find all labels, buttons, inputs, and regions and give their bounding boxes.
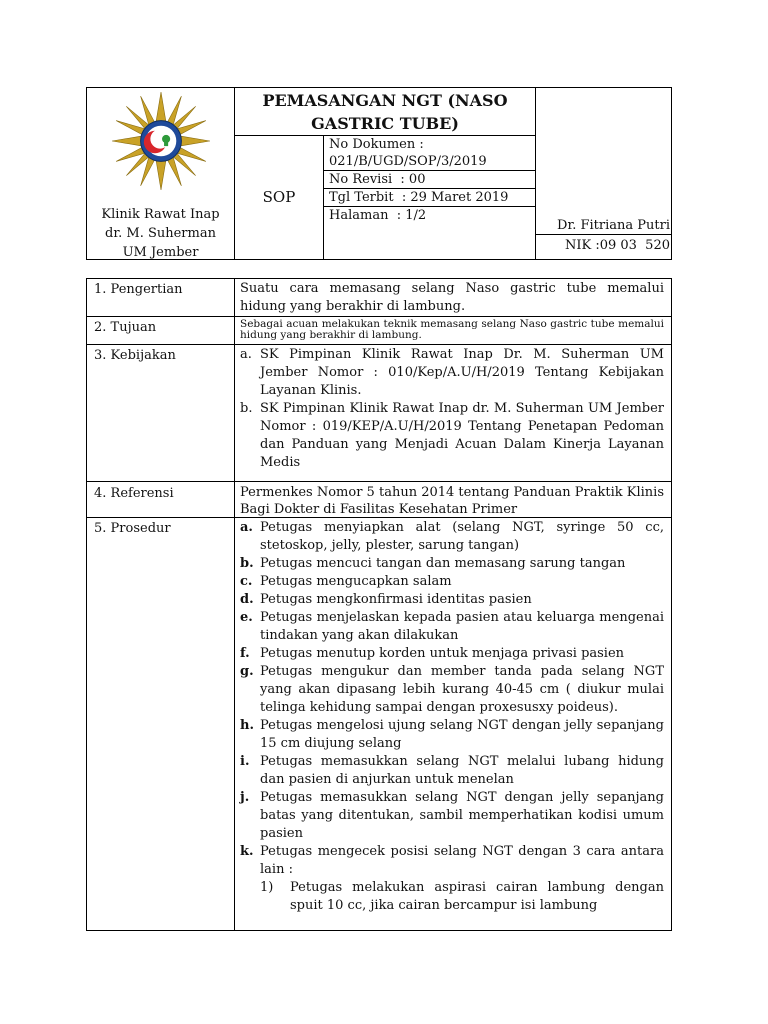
prosedur-text: Petugas menjelaskan kepada pasien atau keluarga mengenai tindakan yang akan dilakukan xyxy=(260,610,664,643)
prosedur-marker: f. xyxy=(240,646,250,661)
prosedur-item xyxy=(240,519,664,555)
prosedur-text: Petugas mengkonfirmasi identitas pasien xyxy=(260,592,532,607)
prosedur-item xyxy=(240,609,664,645)
kebijakan-item xyxy=(240,346,664,400)
prosedur-text: Petugas mencuci tangan dan memasang sarung tangan xyxy=(260,556,626,571)
kebijakan-marker: b. xyxy=(240,401,253,416)
kebijakan-text: SK Pimpinan Klinik Rawat Inap dr. M. Suherman UM Jember Nomor : 019/KEP/A.U/H/2019 Tentang Penetapan Pedoman dan Panduan yang Menjadi Acuan Dalam Kinerja Layanan Medis xyxy=(260,401,664,470)
prosedur-label: 5. Prosedur xyxy=(94,521,171,536)
prosedur-item xyxy=(240,843,664,879)
referensi-text: Permenkes Nomor 5 tahun 2014 tentang Panduan Praktik Klinis Bagi Dokter di Fasilitas Kesehatan Primer xyxy=(240,485,664,517)
revision-number: No Revisi : 00 xyxy=(329,172,426,187)
signatory-name: Dr. Fitriana Putri xyxy=(557,218,670,233)
prosedur-sub-item xyxy=(240,879,664,915)
referensi-label: 4. Referensi xyxy=(94,486,174,501)
prosedur-marker: h. xyxy=(240,718,254,733)
prosedur-item xyxy=(240,663,664,717)
clinic-name-line-3: UM Jember xyxy=(122,245,199,260)
prosedur-marker: g. xyxy=(240,664,254,679)
prosedur-sub-text: Petugas melakukan aspirasi cairan lambung dengan spuit 10 cc, jika cairan bercampur isi lambung xyxy=(290,880,664,913)
prosedur-text: Petugas memasukkan selang NGT dengan jelly sepanjang batas yang ditentukan, sambil memperhatikan kodisi umum pasien xyxy=(260,790,664,841)
prosedur-sub-marker: 1) xyxy=(260,880,274,895)
prosedur-item xyxy=(240,645,664,663)
clinic-logo xyxy=(93,90,228,198)
doc-number-label: No Dokumen : xyxy=(329,137,424,152)
prosedur-list xyxy=(240,519,664,915)
sop-label: SOP xyxy=(262,188,296,206)
kebijakan-label: 3. Kebijakan xyxy=(94,348,176,363)
pengertian-label: 1. Pengertian xyxy=(94,282,183,297)
doc-number-value: 021/B/UGD/SOP/3/2019 xyxy=(329,154,487,169)
prosedur-item xyxy=(240,753,664,789)
prosedur-text: Petugas mengucapkan salam xyxy=(260,574,452,589)
kebijakan-item xyxy=(240,400,664,472)
doc-number xyxy=(329,136,533,170)
pengertian-text: Suatu cara memasang selang Naso gastric tube memalui hidung yang berakhir di lambung. xyxy=(240,281,664,314)
page-number: Halaman : 1/2 xyxy=(329,208,427,223)
clinic-name-line-1: Klinik Rawat Inap xyxy=(101,207,220,222)
crescent-sun-logo-icon xyxy=(110,90,212,192)
prosedur-marker: k. xyxy=(240,844,254,859)
prosedur-marker: a. xyxy=(240,520,253,535)
kebijakan-text: SK Pimpinan Klinik Rawat Inap Dr. M. Suherman UM Jember Nomor : 010/Kep/A.U/H/2019 Tentang Kebijakan Layanan Klinis. xyxy=(260,347,664,398)
prosedur-marker: c. xyxy=(240,574,253,589)
clinic-name xyxy=(87,205,234,262)
sop-header xyxy=(86,87,672,260)
prosedur-item xyxy=(240,555,664,573)
clinic-name-line-2: dr. M. Suherman xyxy=(105,226,216,241)
prosedur-text: Petugas menyiapkan alat (selang NGT, syringe 50 cc, stetoskop, jelly, plester, sarung tangan) xyxy=(260,520,664,553)
prosedur-text: Petugas mengecek posisi selang NGT dengan 3 cara antara lain : xyxy=(260,844,664,877)
sop-body xyxy=(86,278,672,931)
prosedur-item xyxy=(240,789,664,843)
prosedur-text: Petugas mengelosi ujung selang NGT dengan jelly sepanjang 15 cm diujung selang xyxy=(260,718,664,751)
kebijakan-list xyxy=(240,346,664,472)
prosedur-marker: i. xyxy=(240,754,250,769)
signatory-nik: NIK :09 03 520 xyxy=(564,238,670,253)
prosedur-marker: e. xyxy=(240,610,253,625)
prosedur-marker: j. xyxy=(240,790,250,805)
prosedur-item xyxy=(240,591,664,609)
prosedur-text: Petugas mengukur dan member tanda pada selang NGT yang akan dipasang lebih kurang 40-45 cm ( diukur mulai telinga kehidung sampai dengan proxesusxy poideus). xyxy=(260,664,664,715)
prosedur-marker: b. xyxy=(240,556,254,571)
issue-date: Tgl Terbit : 29 Maret 2019 xyxy=(329,190,509,205)
prosedur-text: Petugas memasukkan selang NGT melalui lubang hidung dan pasien di anjurkan untuk menelan xyxy=(260,754,664,787)
document-title: PEMASANGAN NGT (NASO GASTRIC TUBE) xyxy=(262,91,508,133)
tujuan-label: 2. Tujuan xyxy=(94,320,157,335)
prosedur-item xyxy=(240,573,664,591)
tujuan-text: Sebagai acuan melakukan teknik memasang selang Naso gastric tube memalui hidung yang berakhir di lambung. xyxy=(240,318,664,341)
prosedur-marker: d. xyxy=(240,592,254,607)
kebijakan-marker: a. xyxy=(240,347,252,362)
prosedur-text: Petugas menutup korden untuk menjaga privasi pasien xyxy=(260,646,625,661)
prosedur-item xyxy=(240,717,664,753)
